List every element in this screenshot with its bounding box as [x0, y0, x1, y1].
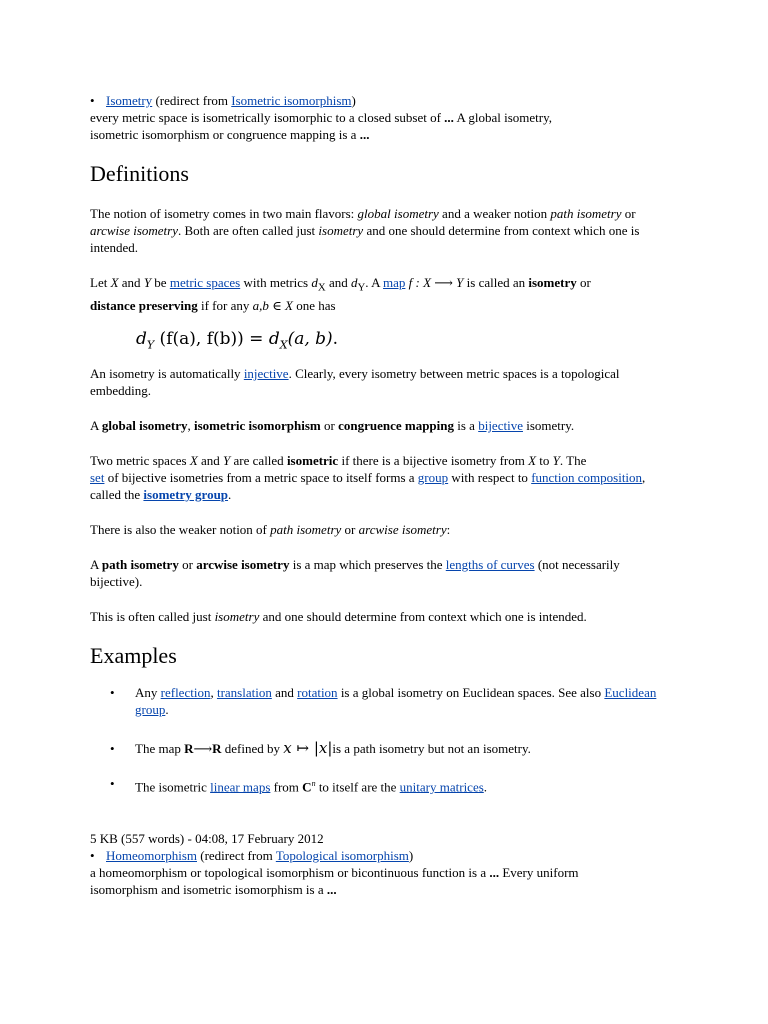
text: is a global isometry on Euclidean spaces. See also: [337, 685, 605, 700]
term-distance-preserving: distance preserving: [90, 297, 198, 313]
unitary-matrices-link[interactable]: unitary matrices: [399, 779, 484, 795]
text: from: [270, 779, 303, 795]
text: if there is a bijective isometry from: [338, 453, 529, 468]
snippet-text: every metric space is isometrically isomorphic to a closed subset of: [90, 110, 445, 125]
var-x: X: [110, 275, 119, 290]
text: and: [271, 685, 298, 700]
examples-list: [110, 684, 685, 813]
bullet: •: [110, 685, 115, 700]
text: and one should determine from context which one is intended.: [259, 609, 587, 624]
text: or: [178, 557, 197, 572]
text: The map: [135, 741, 185, 756]
function-composition-link[interactable]: function composition: [531, 470, 643, 485]
text: .: [483, 779, 488, 795]
text: or: [576, 275, 591, 290]
result-title-link[interactable]: Isometry: [106, 93, 153, 108]
text: to itself are the: [315, 779, 400, 795]
arrow-symbol: ⟶: [193, 741, 213, 756]
redirect-suffix: ): [408, 848, 414, 863]
text: or: [341, 522, 359, 537]
result-title-line: [90, 847, 690, 864]
var-d: d: [311, 275, 318, 290]
text: This is often called just: [90, 609, 215, 624]
var-ab: a,b: [252, 297, 269, 313]
term-isometry: isometry: [528, 275, 577, 290]
formula-d: d: [268, 329, 280, 349]
definitions-paragraph-8: [90, 608, 675, 625]
var-d: d: [350, 275, 358, 290]
redirect-link[interactable]: Isometric isomorphism: [231, 93, 352, 108]
term-path-isometry: path isometry: [101, 557, 179, 572]
text: is a path isometry but not an isometry.: [332, 741, 531, 756]
term-isometric: isometric: [286, 453, 339, 468]
text: or: [621, 206, 636, 221]
result-snippet: [90, 864, 690, 898]
bullet: •: [90, 93, 95, 108]
var-x: X: [189, 453, 198, 468]
isometry-group-link[interactable]: isometry group: [143, 487, 229, 502]
formula-middle: (f(a), f(b)) =: [154, 329, 269, 349]
text: ∈: [268, 297, 285, 313]
snippet-text: isometric isomorphism or congruence mapping is a: [90, 127, 360, 142]
term-global-isometry: global isometry: [357, 206, 439, 221]
list-item: [110, 775, 685, 795]
definitions-paragraph-1: [90, 205, 675, 256]
definitions-paragraph-5: [90, 452, 675, 503]
var-y: Y: [223, 453, 231, 468]
text: .: [165, 702, 169, 717]
translation-link[interactable]: translation: [216, 685, 272, 700]
result-title-link[interactable]: Homeomorphism: [106, 848, 197, 863]
text: is a: [454, 418, 479, 433]
bullet: •: [110, 741, 115, 756]
definitions-paragraph-3: [90, 365, 675, 399]
text: (not necessarily bijective).: [90, 557, 620, 589]
text: There is also the weaker notion of: [90, 522, 271, 537]
snippet-text: A global isometry,: [453, 110, 553, 125]
real-numbers-symbol: R: [212, 741, 222, 756]
real-numbers-symbol: R: [184, 741, 194, 756]
result-snippet: [90, 109, 690, 143]
list-item: [110, 684, 685, 718]
definitions-heading: Definitions: [90, 161, 189, 186]
text: and a weaker notion: [438, 206, 551, 221]
text: are called: [230, 453, 287, 468]
lengths-of-curves-link[interactable]: lengths of curves: [445, 557, 535, 572]
text: or: [320, 418, 339, 433]
redirect-link[interactable]: Topological isomorphism: [275, 848, 409, 863]
snippet-text: isomorphism and isometric isomorphism is a: [90, 882, 327, 897]
term-isometry: isometry: [214, 609, 260, 624]
text: is called an: [463, 275, 529, 290]
text: to: [536, 453, 553, 468]
set-link[interactable]: set: [90, 470, 105, 485]
bullet: •: [110, 776, 115, 791]
definitions-paragraph-6: [90, 521, 675, 538]
text: Any: [135, 685, 161, 700]
search-result-homeomorphism: [90, 830, 690, 898]
term-path-isometry: path isometry: [550, 206, 622, 221]
metric-spaces-link[interactable]: metric spaces: [169, 275, 241, 290]
euclidean-group-link[interactable]: Euclidean group: [135, 685, 657, 717]
text: if for any: [197, 297, 253, 313]
term-arcwise-isometry: arcwise isometry: [90, 223, 178, 238]
text: ,: [210, 685, 217, 700]
definitions-paragraph-2: [90, 274, 675, 314]
absolute-value-formula: x ↦ |x|: [283, 739, 333, 757]
text: of bijective isometries from a metric space to itself forms a: [104, 470, 418, 485]
text: The notion of isometry comes in two main flavors:: [90, 206, 358, 221]
ellipsis: ...: [359, 127, 370, 142]
text: :: [446, 522, 451, 537]
text: . Both are often called just: [177, 223, 319, 238]
text: be: [151, 275, 170, 290]
snippet-text: Every uniform: [499, 865, 579, 880]
snippet-text: a homeomorphism or topological isomorphism or bicontinuous function is a: [90, 865, 490, 880]
text: and: [325, 275, 351, 290]
text: A: [90, 418, 102, 433]
var-y: Y: [552, 453, 560, 468]
text: A: [90, 557, 102, 572]
text: ,: [187, 418, 194, 433]
var-x: X: [284, 297, 293, 313]
term-arcwise-isometry: arcwise isometry: [196, 557, 290, 572]
complex-numbers-symbol: C: [302, 779, 312, 795]
formula-end: (a, b): [287, 329, 333, 349]
ellipsis: ...: [444, 110, 454, 125]
formula-period: .: [332, 329, 339, 349]
text: one has: [292, 297, 336, 313]
text: defined by: [221, 741, 284, 756]
text: with metrics: [240, 275, 312, 290]
term-global-isometry: global isometry: [101, 418, 188, 433]
text: with respect to: [448, 470, 532, 485]
definitions-paragraph-7: [90, 556, 675, 590]
text: The isometric: [135, 779, 211, 795]
definitions-paragraph-4: [90, 417, 675, 434]
text: and: [197, 453, 224, 468]
term-congruence-mapping: congruence mapping: [338, 418, 454, 433]
text: Let: [90, 275, 111, 290]
text: , called the: [90, 470, 646, 502]
map-expression: f : X ⟶ Y: [405, 275, 464, 290]
text: . Clearly, every isometry between metric spaces is a topological embedding.: [90, 366, 620, 398]
var-x: X: [528, 453, 537, 468]
examples-heading: Examples: [90, 643, 177, 668]
bullet: •: [90, 848, 95, 863]
bijective-link[interactable]: bijective: [478, 418, 523, 433]
text: An isometry is automatically: [90, 366, 244, 381]
text: isometry.: [522, 418, 575, 433]
list-item: [110, 740, 685, 757]
reflection-link[interactable]: reflection: [160, 685, 211, 700]
text: . The: [559, 453, 587, 468]
text: is a map which preserves the: [289, 557, 446, 572]
subscript: Y: [357, 281, 366, 294]
map-link[interactable]: map: [383, 275, 406, 290]
ellipsis: ...: [489, 865, 500, 880]
result-title-line: [90, 92, 690, 109]
text: . A: [365, 275, 384, 290]
term-arcwise-isometry: arcwise isometry: [358, 522, 447, 537]
redirect-prefix: (redirect from: [152, 93, 232, 108]
formula-sub: X: [279, 338, 288, 352]
text: and: [118, 275, 144, 290]
formula-sub: Y: [146, 338, 155, 352]
ellipsis: ...: [326, 882, 337, 897]
search-result-isometry: [90, 92, 690, 143]
text: Two metric spaces: [90, 453, 190, 468]
term-isometry: isometry: [318, 223, 364, 238]
text: and one should determine from context which one is intended.: [90, 223, 640, 255]
term-isometric-isomorphism: isometric isomorphism: [194, 418, 321, 433]
var-y: Y: [143, 275, 152, 290]
redirect-suffix: ): [351, 93, 356, 108]
term-path-isometry: path isometry: [270, 522, 342, 537]
superscript-n: n: [311, 779, 316, 788]
injective-link[interactable]: injective: [243, 366, 289, 381]
text: .: [228, 487, 232, 502]
subscript: X: [317, 281, 326, 294]
rotation-link[interactable]: rotation: [297, 685, 338, 700]
formula-d: d: [136, 329, 147, 349]
group-link[interactable]: group: [417, 470, 449, 485]
linear-maps-link[interactable]: linear maps: [210, 779, 271, 795]
result-meta: 5 KB (557 words) - 04:08, 17 February 2012: [90, 831, 324, 846]
isometry-formula: [136, 328, 338, 356]
redirect-prefix: (redirect from: [197, 848, 276, 863]
